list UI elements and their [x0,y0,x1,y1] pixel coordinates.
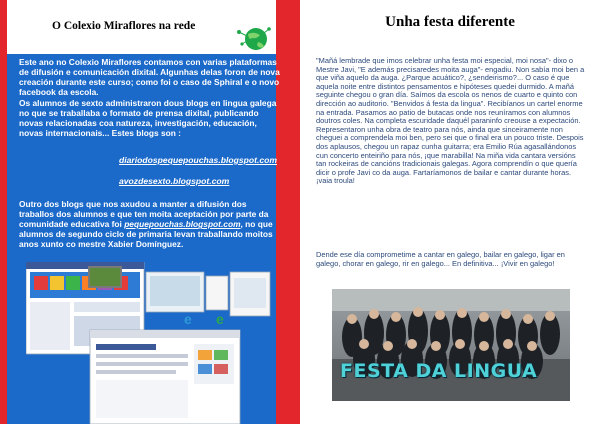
svg-text:e: e [184,311,192,327]
blogs-paragraph: Os alumnos de sexto administraron dous blogs en lingua galega no que se traballaba o formato de prensa dixital, publicando novas relacionadas coa natureza, investigación, educación, novas internacionais... Estes blogs son : [19,98,277,139]
pequepouchas-paragraph [19,199,281,249]
story-text [316,57,588,186]
story-paragraph: "Mañá lembrade que imos celebrar unha festa moi especial, moi nosa"- dixo o Mestre Javi, "E además precisaredes moita auga"- engadiu. Non sabía moi ben a que viña aquelo da auga. ¿Parque acuático?, ¿sendeirismo?... O caso é que aquela noite entre distintos pensamentos e hipóteses quedei durmido. A mañá seguinte chegou o gran día. Saímos da escola os nenos de cuarto e quinto con dirección ao auditorio. "Benvidos á festa da lingua". Recibíanos un cartel enorme na entrada. Pasamos ao patio de butacas onde nos reuníramos con alumnos doutros coles. Na completa escuridade daquél paraninfo creouse a expectación. Representaron unha obra de teatro para nós, ainda que sinceiramente non cheguei a comprendela moi ben, pero sei que o final era un pouco triste. Despois dos aplausos, chegou un rapaz cunha guitarra; era Emilio Rúa agasallándonos cun concerto enteiriño para nós, ¡que marabilla! Na miña vida cantara versións tan rockeiras de cancións tradicionais galegas. Agora comprendín o que quería dicir o profe Javi co da auga. Fartaríamonos de bailar e cantar durante horas. ¡vaia troula! [316,56,585,186]
red-border-left [0,0,7,424]
globe-network-icon [236,24,272,54]
left-page-title: O Colexio Miraflores na rede [52,20,196,32]
website-screenshots-collage [26,262,274,424]
blog-link-avoz[interactable]: avozdesexto.blogspot.com [119,176,230,186]
pequepouchas-text-b: , no que alumnos de segundo ciclo de primaria levan traballando moitos anos xunto co mestre Xabier Domínguez. [19,219,273,250]
photo-caption: FESTA DA LINGUA [340,360,538,382]
pequepouchas-text-a: Outro dos blogs que nos axudou a manter a difusión dos traballos dos alumnos e que ten moita aceptación por parte da comunidade educativa foi [19,199,269,230]
closing-paragraph: Dende ese día comprometime a cantar en galego, bailar en galego, ligar en galego, chorar en galego, rir en galego... En definitiva... ¡Vivir en galego! [316,250,565,268]
blog-link-pequepouchas[interactable]: pequepouchas.blogspot.com [124,219,241,230]
intro-paragraph: Este ano no Colexio Miraflores contamos con varias plataformas de difusión e comunicación dixital. Algunhas delas foron de nova creación durante este curso; como foi o caso de Sphiral e o novo facebook da escola. [19,57,280,98]
blog-link-diario[interactable]: diariodospequepouchas.blogspot.com [119,155,278,165]
blog-thumbnail [88,266,122,288]
sphiral-screenshot [146,272,270,327]
svg-text:e: e [216,311,224,327]
right-page-title: Unha festa diferente [385,14,515,30]
browser-screenshot [90,330,240,424]
group-photo [332,289,570,401]
